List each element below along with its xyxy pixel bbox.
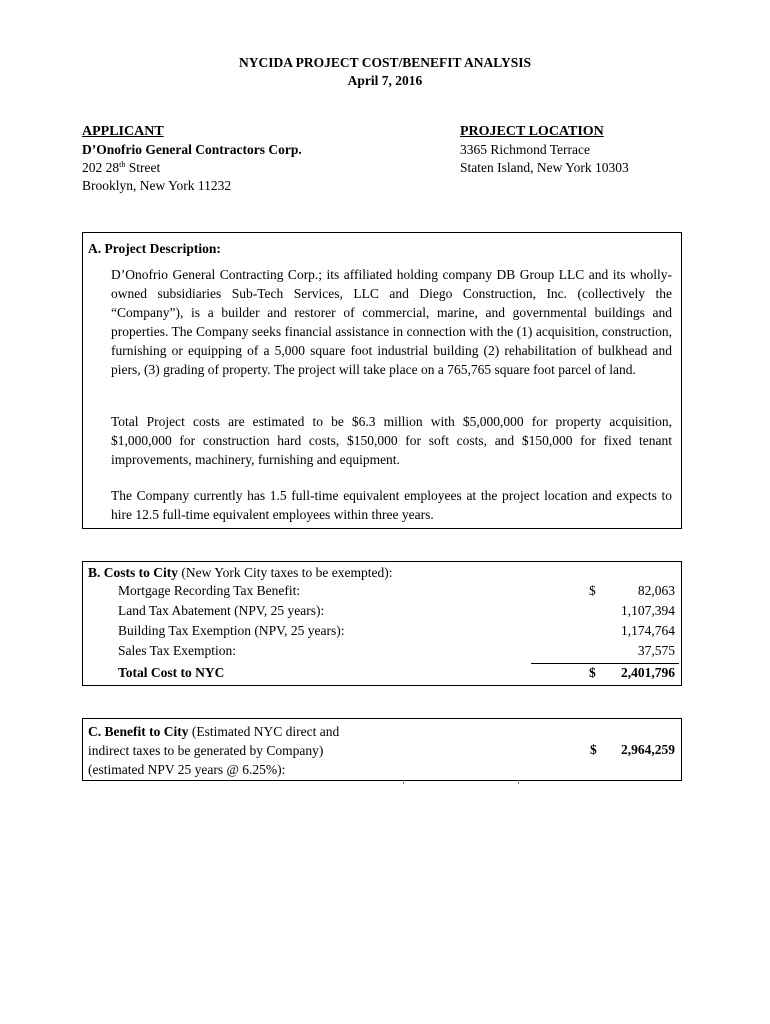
applicant-block: [82, 123, 302, 195]
section-b-title: B. Costs to City (New York City taxes to be exempted):: [88, 565, 393, 580]
location-heading: PROJECT LOCATION: [460, 124, 604, 139]
project-location-block: [460, 123, 629, 177]
description-paragraph: D’Onofrio General Contracting Corp.; its affiliated holding company DB Group LLC and its wholly-owned subsidiaries Sub-Tech Services, LLC and Diego Construction, Inc. (collectively the “Company”), is a builder and restorer of commercial, marine, and governmental buildings and properties. The Company seeks financial assistance in connection with the (1) acquisition, construction, furnishing or equipping of a 5,000 square foot industrial building (2) rehabilitation of bulkhead and piers, (3) grading of property. The project will take place on a 765,765 square foot parcel of land.: [111, 267, 672, 377]
project-description-box: [82, 232, 682, 529]
cost-row: Land Tax Abatement (NPV, 25 years): 1,107,394: [118, 603, 675, 618]
section-c-title: C. Benefit to City (Estimated NYC direct and indirect taxes to be generated by Company) (estimated NPV 25 years @ 6.25%):: [88, 724, 340, 777]
table-tick-mark: [518, 780, 519, 784]
costs-paragraph: Total Project costs are estimated to be $6.3 million with $5,000,000 for property acquisition, $1,000,000 for construction hard costs, $150,000 for soft costs, and $150,000 for fixed tenant improvements, machinery, furnishing and equipment.: [111, 414, 672, 467]
cost-row: Building Tax Exemption (NPV, 25 years): 1,174,764: [118, 623, 675, 638]
applicant-name: D’Onofrio General Contractors Corp.: [82, 142, 302, 157]
benefit-currency: $: [590, 742, 597, 757]
benefit-amount: 2,964,259: [621, 742, 675, 757]
applicant-city: Brooklyn, New York 11232: [82, 178, 232, 193]
applicant-heading: APPLICANT: [82, 124, 164, 139]
total-cost-row: Total Cost to NYC $ 2,401,796: [118, 665, 675, 680]
location-city: Staten Island, New York 10303: [460, 160, 629, 175]
cost-row: Mortgage Recording Tax Benefit: $ 82,063: [118, 583, 675, 598]
benefit-to-city-box: [82, 718, 682, 781]
document-date: April 7, 2016: [347, 73, 423, 88]
costs-to-city-box: [82, 561, 682, 686]
total-divider: [531, 663, 679, 664]
document-title: NYCIDA PROJECT COST/BENEFIT ANALYSIS: [239, 55, 531, 70]
location-street: 3365 Richmond Terrace: [460, 142, 591, 157]
employees-paragraph: The Company currently has 1.5 full-time equivalent employees at the project location and expects to hire 12.5 full-time equivalent employees within three years.: [111, 488, 672, 522]
table-tick-mark: [403, 780, 404, 784]
section-a-title: A. Project Description:: [88, 241, 221, 256]
cost-row: Sales Tax Exemption: 37,575: [118, 643, 675, 658]
applicant-street: 202 28th Street: [82, 160, 161, 175]
